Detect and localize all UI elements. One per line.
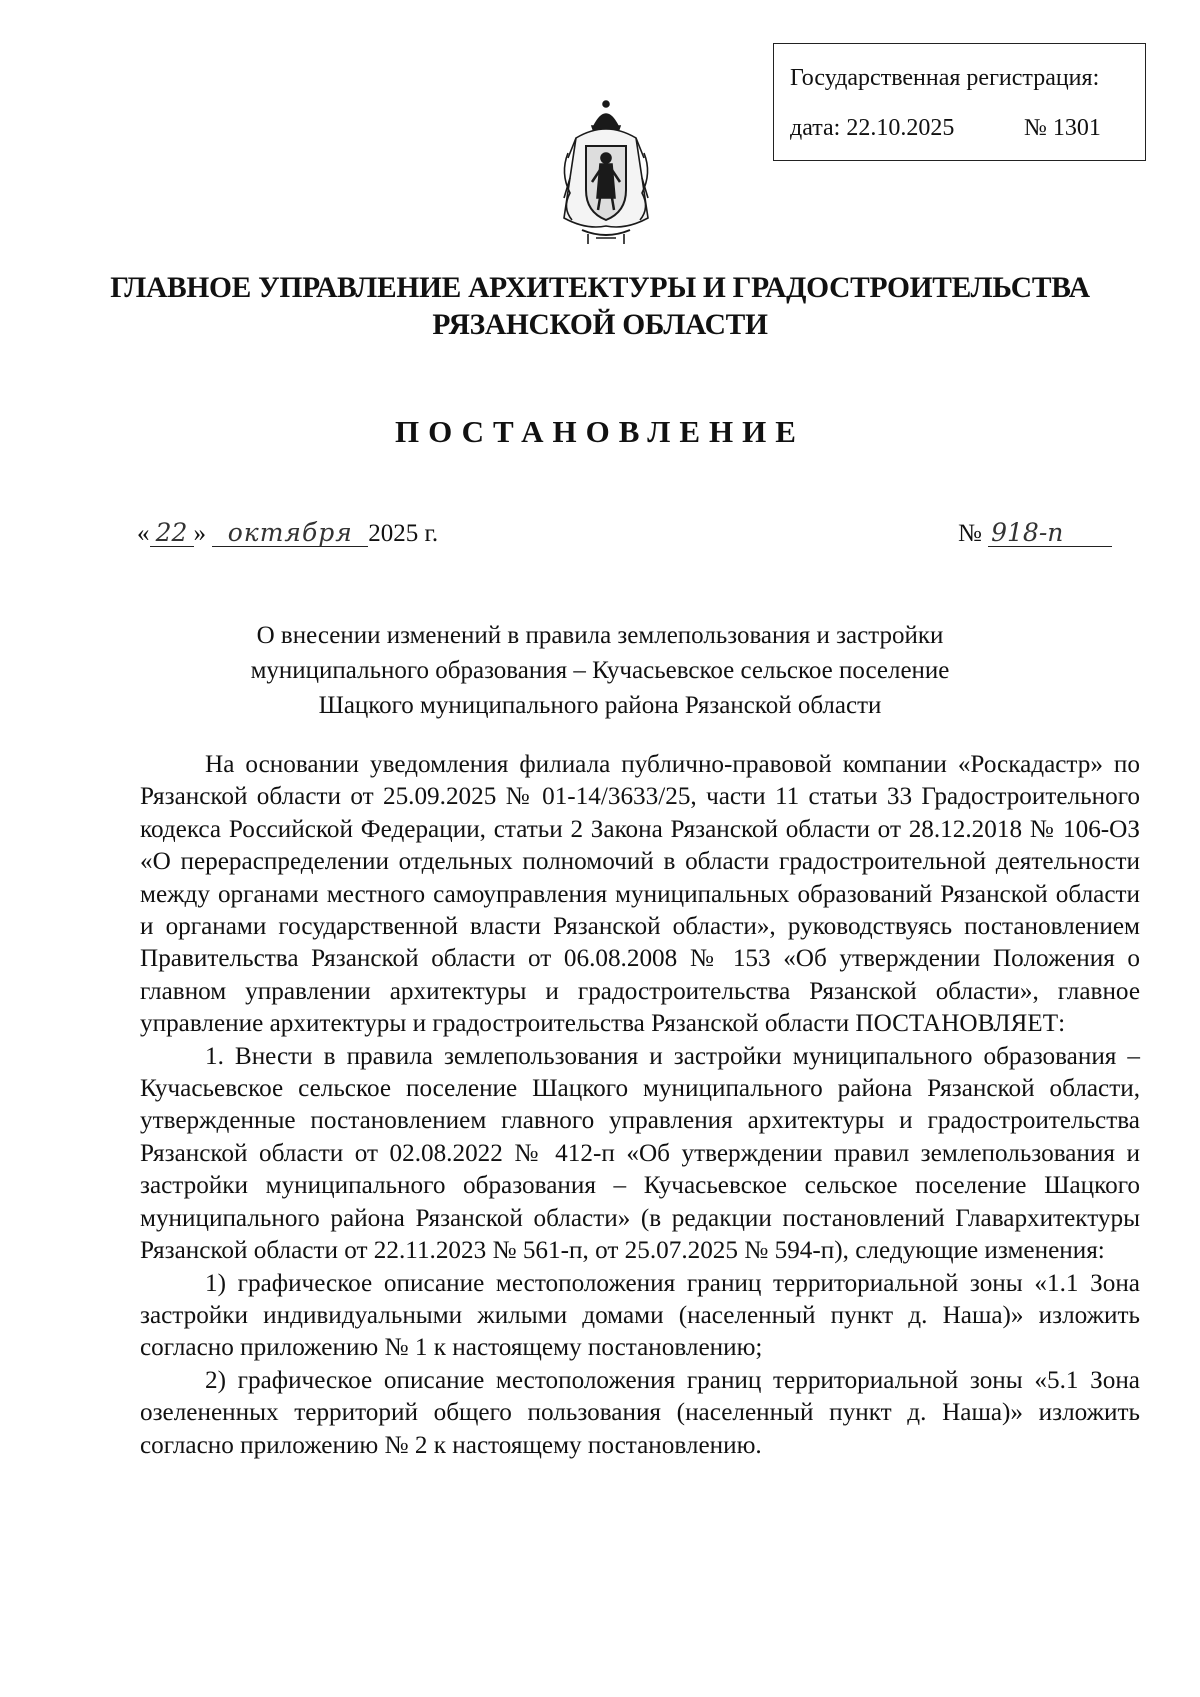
decree-date [137,520,438,548]
document-subject [0,618,1200,723]
ryazan-coat-of-arms-icon [556,98,656,248]
subitem-1-paragraph: 1) графическое описание местоположения границ территориальной зоны «1.1 Зона застройки индивидуальными жилыми домами (населенный пункт д. Наша)» изложить согласно приложению № 1 к настоящему постановлению; [140,1269,1140,1362]
document-type-title: ПОСТАНОВЛЕНИЕ [395,414,805,449]
preamble-paragraph: На основании уведомления филиала публично-правовой компании «Роскадастр» по Рязанской области от 25.09.2025 № 01-14/3633/25, части 11 статьи 33 Градостроительного кодекса Российской Федерации, статьи 2 Закона Рязанской области от 28.12.2018 № 106-ОЗ «О перераспределении отдельных полномочий в области градостроительной деятельности между органами местного самоуправления муниципальных образований Рязанской области и органами государственной власти Рязанской области», руководствуясь постановлением Правительства Рязанской области от 06.08.2008 № 153 «Об утверждении Положения о главном управлении архитектуры и градостроительства Рязанской области», главное управление архитектуры и градостроительства Рязанской области ПОСТАНОВЛЯЕТ: [140,751,1140,1038]
decree-month: октября [212,520,368,547]
item-1-paragraph: 1. Внести в правила землепользования и застройки муниципального образования – Кучасьевское сельское поселение Шацкого муниципального района Рязанской области, утвержденные постановлением главного управления архитектуры и градостроительства Рязанской области от 02.08.2022 № 412-п «Об утверждении правил землепользования и застройки муниципального образования – Кучасьевское сельское поселение Шацкого муниципального района Рязанской области» (в редакции постановлений Главархитектуры Рязанской области от 22.11.2023 № 561-п, от 25.07.2025 № 594-п), следующие изменения: [140,1042,1140,1265]
subject-line3: Шацкого муниципального района Рязанской области [318,692,882,719]
registration-date: дата: 22.10.2025 [790,115,955,141]
registration-stamp [773,43,1146,161]
subitem-2-paragraph: 2) графическое описание местоположения границ территориальной зоны «5.1 Зона озелененных территорий общего пользования (населенный пункт д. Наша)» изложить согласно приложению № 2 к настоящему постановлению. [140,1366,1140,1459]
organization-name-line2: РЯЗАНСКОЙ ОБЛАСТИ [432,309,768,341]
date-close-quote: » [193,520,206,547]
decree-day: 22 [150,520,194,547]
decree-number-value: 918-п [988,520,1112,547]
document-body [140,749,1140,1462]
decree-number-prefix: № [958,520,982,547]
subject-line2: муниципального образования – Кучасьевское сельское поселение [250,657,950,684]
decree-number [958,520,1112,548]
decree-year: 2025 г. [368,520,439,547]
subject-line1: О внесении изменений в правила землепользования и застройки [256,622,944,649]
registration-title: Государственная регистрация: [790,65,1100,91]
registration-number: № 1301 [1024,115,1101,141]
organization-name [0,270,1200,344]
date-open-quote: « [137,520,150,547]
organization-name-line1: ГЛАВНОЕ УПРАВЛЕНИЕ АРХИТЕКТУРЫ И ГРАДОСТРОИТЕЛЬСТВА [110,272,1090,304]
